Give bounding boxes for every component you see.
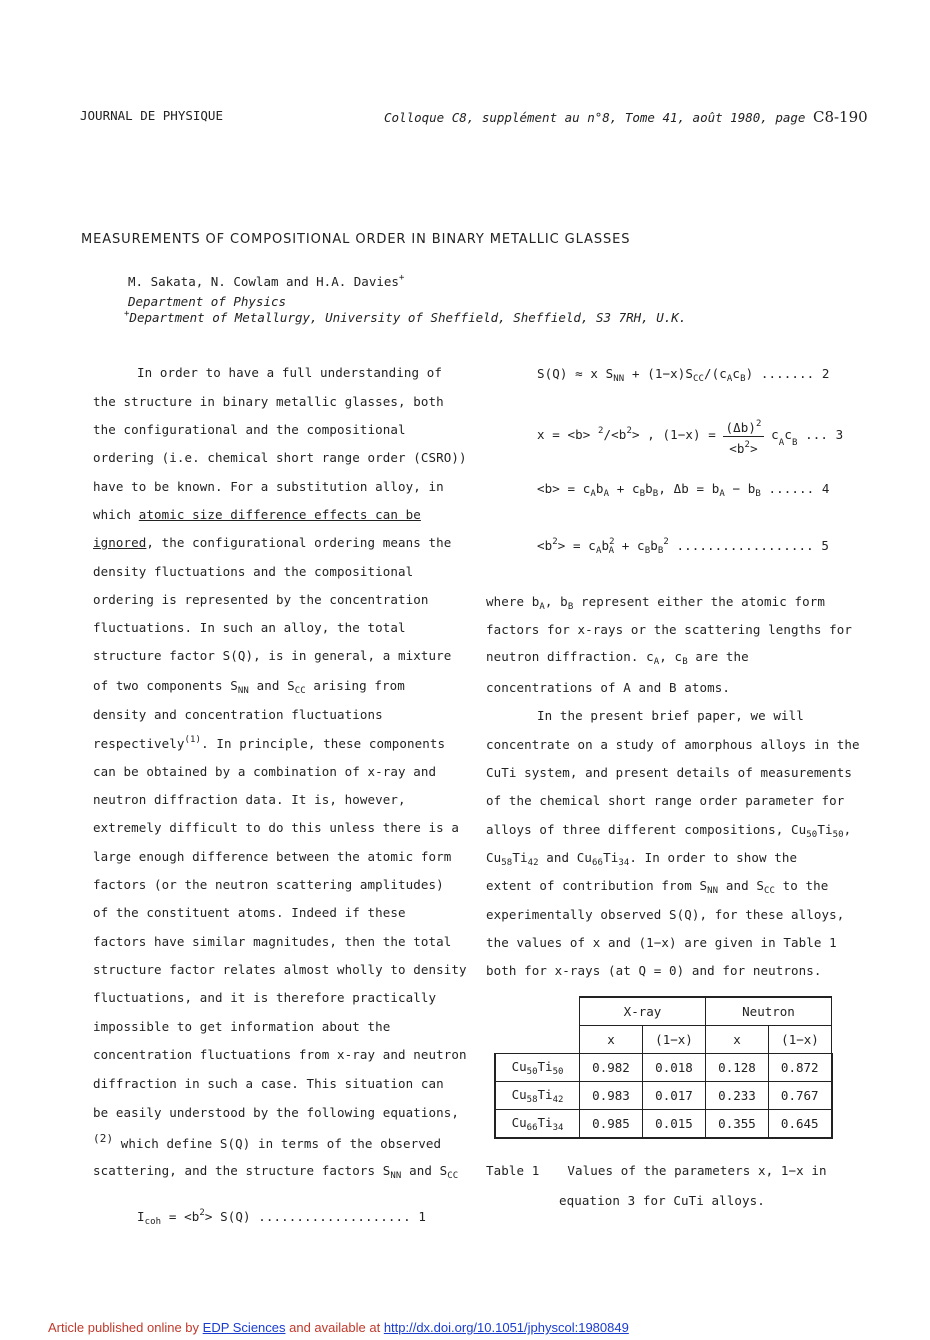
text: > S(Q) .................... 1 xyxy=(204,1209,427,1224)
cell-1mx-neutron: 0.872 xyxy=(769,1054,832,1082)
subheader-1mx-xray: (1−x) xyxy=(643,1026,706,1054)
sub: B xyxy=(652,489,659,499)
table-caption-line-1 xyxy=(486,1163,827,1178)
left-line-17: extremely difficult to do this unless there is a xyxy=(93,820,460,835)
left-line-6a: which xyxy=(93,507,139,522)
right-line-5: In the present brief paper, we will xyxy=(537,708,804,723)
text: are the xyxy=(687,649,749,664)
sup: 2 xyxy=(552,537,558,547)
header-neutron: Neutron xyxy=(706,997,832,1026)
sub: 42 xyxy=(527,858,539,868)
text: /<b xyxy=(603,427,627,442)
text: ... 3 xyxy=(797,427,844,442)
sup: 2 xyxy=(199,1208,205,1218)
left-line-2: the structure in binary metallic glasses, both xyxy=(93,394,444,409)
text: + (1−x)S xyxy=(624,366,693,381)
fraction xyxy=(723,416,763,457)
text: where b xyxy=(486,594,540,609)
text: and S xyxy=(248,678,295,693)
sup: 2 xyxy=(744,440,751,450)
text: Cu xyxy=(511,1058,527,1074)
sub: NN xyxy=(707,886,719,896)
text: > xyxy=(750,441,758,456)
text: /(c xyxy=(704,366,727,381)
left-line-14 xyxy=(93,735,445,751)
sub: NN xyxy=(390,1171,402,1181)
author-mark: + xyxy=(398,273,405,283)
text: c xyxy=(732,366,741,381)
sub: B xyxy=(791,438,798,448)
underlined-phrase-1: atomic size difference effects can be xyxy=(138,507,421,522)
text: Cu xyxy=(486,850,502,865)
text: and Cu xyxy=(538,850,593,865)
table-caption-label: Table 1 xyxy=(486,1163,540,1178)
affiliation-2 xyxy=(124,309,686,325)
sub: A xyxy=(595,546,602,556)
text: b xyxy=(645,481,653,496)
text: = <b xyxy=(161,1209,200,1224)
subheader-x-neutron: x xyxy=(706,1026,769,1054)
sub: 50 xyxy=(806,830,818,840)
equation-2 xyxy=(537,366,829,384)
text: Cu xyxy=(511,1086,527,1102)
left-line-26: diffraction in such a case. This situation can xyxy=(93,1076,444,1091)
left-line-10: fluctuations. In such an alloy, the total xyxy=(93,620,406,635)
sub: CC xyxy=(763,886,776,896)
text: I xyxy=(137,1209,145,1224)
text: .................. 5 xyxy=(668,538,830,553)
article-title: MEASUREMENTS OF COMPOSITIONAL ORDER IN BINARY METALLIC GLASSES xyxy=(81,232,631,247)
right-line-13: the values of x and (1−x) are given in Table 1 xyxy=(486,935,837,950)
publication-footer xyxy=(48,1320,629,1335)
text: . In order to show the xyxy=(629,850,798,865)
text: alloys of three different compositions, Cu xyxy=(486,822,807,837)
sub: B xyxy=(644,546,651,556)
text: <b xyxy=(537,538,553,553)
equation-5 xyxy=(537,537,829,556)
text: ...... 4 xyxy=(760,481,830,496)
right-line-7: CuTi system, and present details of measurements xyxy=(486,765,853,780)
parameters-table xyxy=(494,996,833,1139)
right-line-3 xyxy=(486,649,749,667)
denominator xyxy=(723,437,763,457)
sub: 58 xyxy=(501,858,513,868)
text: Ti xyxy=(537,1058,553,1074)
left-line-1: In order to have a full understanding of xyxy=(137,365,443,380)
left-line-5: have to be known. For a substitution alloy, in xyxy=(93,479,444,494)
affil-mark: + xyxy=(124,309,130,319)
table-row xyxy=(495,1082,832,1110)
text: respectively xyxy=(93,736,185,751)
sub: CC xyxy=(294,686,306,696)
citation-ref: (1) xyxy=(184,735,202,745)
sub: A xyxy=(719,489,725,499)
sub: 50 xyxy=(526,1066,538,1077)
text: , Δb = b xyxy=(658,481,720,496)
sub: B xyxy=(657,546,664,556)
left-line-18: large enough difference between the atomic form xyxy=(93,849,452,864)
text: to the xyxy=(775,878,829,893)
text: <b xyxy=(729,441,745,456)
subheader-x-xray: x xyxy=(580,1026,643,1054)
cell-1mx-neutron: 0.767 xyxy=(769,1082,832,1110)
right-line-8: of the chemical short range order parameter for xyxy=(486,793,845,808)
sub: A xyxy=(603,489,610,499)
sub: A xyxy=(778,438,785,448)
cell-1mx-xray: 0.015 xyxy=(643,1110,706,1139)
left-line-16: neutron diffraction data. It is, however, xyxy=(93,792,406,807)
sub: 50 xyxy=(832,830,844,840)
right-line-9 xyxy=(486,822,851,840)
equation-3 xyxy=(537,416,843,456)
text: Ti xyxy=(537,1114,553,1130)
sub: 34 xyxy=(552,1122,564,1133)
text: , c xyxy=(659,649,683,664)
text: extent of contribution from S xyxy=(486,878,708,893)
journal-name: JOURNAL DE PHYSIQUE xyxy=(80,108,223,123)
cell-1mx-xray: 0.017 xyxy=(643,1082,706,1110)
left-line-4: ordering (i.e. chemical short range order (CSRO)) xyxy=(93,450,467,465)
blank-cell xyxy=(495,1026,580,1054)
left-line-20: of the constituent atoms. Indeed if these xyxy=(93,905,406,920)
text: b xyxy=(650,538,658,553)
equation-4 xyxy=(537,481,830,499)
right-line-14: both for x-rays (at Q = 0) and for neutrons. xyxy=(486,963,822,978)
text: S(Q) ≈ x S xyxy=(537,366,614,381)
left-line-7b: , the configurational ordering means the xyxy=(146,535,452,550)
table-row xyxy=(495,1110,832,1139)
table-subheader-row xyxy=(495,1026,832,1054)
text: Ti xyxy=(537,1086,553,1102)
table-caption-text-1: Values of the parameters x, 1−x in xyxy=(567,1163,827,1178)
sub: NN xyxy=(613,374,625,384)
text: . In principle, these components xyxy=(201,736,446,751)
right-line-1 xyxy=(486,594,825,612)
text: > = c xyxy=(557,538,596,553)
sup: 2 xyxy=(626,426,632,436)
left-line-8: density fluctuations and the compositional xyxy=(93,564,414,579)
footer-text-1: Article published online by xyxy=(48,1320,203,1335)
alloy-cell xyxy=(495,1110,580,1139)
cell-x-neutron: 0.233 xyxy=(706,1082,769,1110)
text: represent either the atomic form xyxy=(573,594,825,609)
sub: NN xyxy=(237,686,249,696)
text: Ti xyxy=(603,850,619,865)
text: > , (1−x) = xyxy=(631,427,724,442)
cell-1mx-xray: 0.018 xyxy=(643,1054,706,1082)
right-line-10 xyxy=(486,850,797,868)
blank-cell xyxy=(495,997,580,1026)
left-line-22: structure factor relates almost wholly to density xyxy=(93,962,467,977)
left-line-29 xyxy=(93,1163,458,1181)
table-caption-line-2: equation 3 for CuTi alloys. xyxy=(559,1193,765,1208)
affiliation-1: Department of Physics xyxy=(128,294,287,309)
left-line-24: impossible to get information about the xyxy=(93,1019,391,1034)
left-line-27: be easily understood by the following equations, xyxy=(93,1105,460,1120)
right-line-11 xyxy=(486,878,828,896)
sub: A xyxy=(653,657,660,667)
authors xyxy=(128,273,404,289)
sub: B xyxy=(682,657,688,667)
alloy-cell xyxy=(495,1054,580,1082)
sub: B xyxy=(639,489,646,499)
left-line-3: the configurational and the compositional xyxy=(93,422,406,437)
sub: B xyxy=(755,489,761,499)
text: (Δb) xyxy=(725,420,756,435)
cell-x-neutron: 0.355 xyxy=(706,1110,769,1139)
numerator xyxy=(723,416,763,437)
left-line-23: fluctuations, and it is therefore practically xyxy=(93,990,437,1005)
text: Ti xyxy=(512,850,528,865)
page-number: C8-190 xyxy=(812,108,868,126)
citation-text: Colloque C8, supplément au n°8, Tome 41, août 1980, page xyxy=(384,110,806,125)
sup: 2 xyxy=(663,537,669,547)
text: Cu xyxy=(511,1114,527,1130)
text: , b xyxy=(544,594,568,609)
sub: A xyxy=(590,489,596,499)
left-line-15: can be obtained by a combination of x-ray and xyxy=(93,764,437,779)
left-line-6 xyxy=(93,507,421,522)
text: and S xyxy=(401,1163,448,1178)
sup: 2 xyxy=(598,426,604,436)
text: which define S(Q) in terms of the observed xyxy=(113,1136,442,1151)
edp-sciences-link[interactable]: EDP Sciences xyxy=(202,1320,286,1335)
text: of two components S xyxy=(93,678,238,693)
sub: 58 xyxy=(526,1094,538,1105)
sub: CC xyxy=(447,1171,459,1181)
sub: A xyxy=(608,546,615,556)
left-line-28 xyxy=(93,1132,441,1151)
text: neutron diffraction. c xyxy=(486,649,654,664)
text: x = <b> xyxy=(537,427,599,442)
table-header-row xyxy=(495,997,832,1026)
left-line-12 xyxy=(93,678,405,696)
sub: 50 xyxy=(552,1066,564,1077)
sub: B xyxy=(567,602,574,612)
text: and S xyxy=(718,878,764,893)
cell-x-neutron: 0.128 xyxy=(706,1054,769,1082)
affiliation-2-text: Department of Metallurgy, University of Sheffield, Sheffield, S3 7RH, U.K. xyxy=(129,310,687,325)
text: + c xyxy=(614,538,645,553)
sub: 42 xyxy=(552,1094,564,1105)
text: <b> = c xyxy=(537,481,591,496)
doi-link[interactable]: http://dx.doi.org/10.1051/jphyscol:1980849 xyxy=(383,1320,629,1335)
subheader-1mx-neutron: (1−x) xyxy=(769,1026,832,1054)
sub: 34 xyxy=(618,858,630,868)
text: ) ....... 2 xyxy=(745,366,830,381)
citation-ref: (2) xyxy=(93,1132,114,1145)
sub: B xyxy=(740,374,746,384)
right-line-2: factors for x-rays or the scattering lengths for xyxy=(486,622,853,637)
sub: 66 xyxy=(592,858,604,868)
text: c xyxy=(763,427,779,442)
right-line-6: concentrate on a study of amorphous alloys in the xyxy=(486,737,860,752)
footer-text-2: and available at xyxy=(285,1320,384,1335)
table-row xyxy=(495,1054,832,1082)
sub: coh xyxy=(144,1217,162,1227)
text: Ti xyxy=(817,822,833,837)
alloy-cell xyxy=(495,1082,580,1110)
underlined-phrase-2: ignored xyxy=(93,535,147,550)
sup: 2 xyxy=(609,537,615,547)
cell-1mx-neutron: 0.645 xyxy=(769,1110,832,1139)
text: b xyxy=(595,481,604,496)
sub: A xyxy=(539,602,545,612)
text: , xyxy=(843,822,852,837)
cell-x-xray: 0.982 xyxy=(580,1054,643,1082)
left-line-21: factors have similar magnitudes, then the total xyxy=(93,934,452,949)
text: b xyxy=(601,538,610,553)
text: + c xyxy=(609,481,640,496)
sub: A xyxy=(726,374,733,384)
left-line-25: concentration fluctuations from x-ray and neutron xyxy=(93,1047,467,1062)
equation-1 xyxy=(137,1208,426,1227)
right-line-12: experimentally observed S(Q), for these alloys, xyxy=(486,907,845,922)
text: scattering, and the structure factors S xyxy=(93,1163,391,1178)
cell-x-xray: 0.985 xyxy=(580,1110,643,1139)
left-line-9: ordering is represented by the concentration xyxy=(93,592,429,607)
cell-x-xray: 0.983 xyxy=(580,1082,643,1110)
authors-text: M. Sakata, N. Cowlam and H.A. Davies xyxy=(128,274,399,289)
text: − b xyxy=(724,481,756,496)
left-line-13: density and concentration fluctuations xyxy=(93,707,383,722)
text: c xyxy=(784,427,792,442)
left-line-19: factors (or the neutron scattering amplitudes) xyxy=(93,877,444,892)
sub: 66 xyxy=(526,1122,538,1133)
sup: 2 xyxy=(756,419,762,429)
header-xray: X-ray xyxy=(580,997,706,1026)
sub: CC xyxy=(692,374,704,384)
citation xyxy=(384,108,868,126)
right-line-4: concentrations of A and B atoms. xyxy=(486,680,731,695)
left-line-7 xyxy=(93,535,451,550)
text: arising from xyxy=(305,678,405,693)
left-line-11: structure factor S(Q), is in general, a mixture xyxy=(93,648,452,663)
